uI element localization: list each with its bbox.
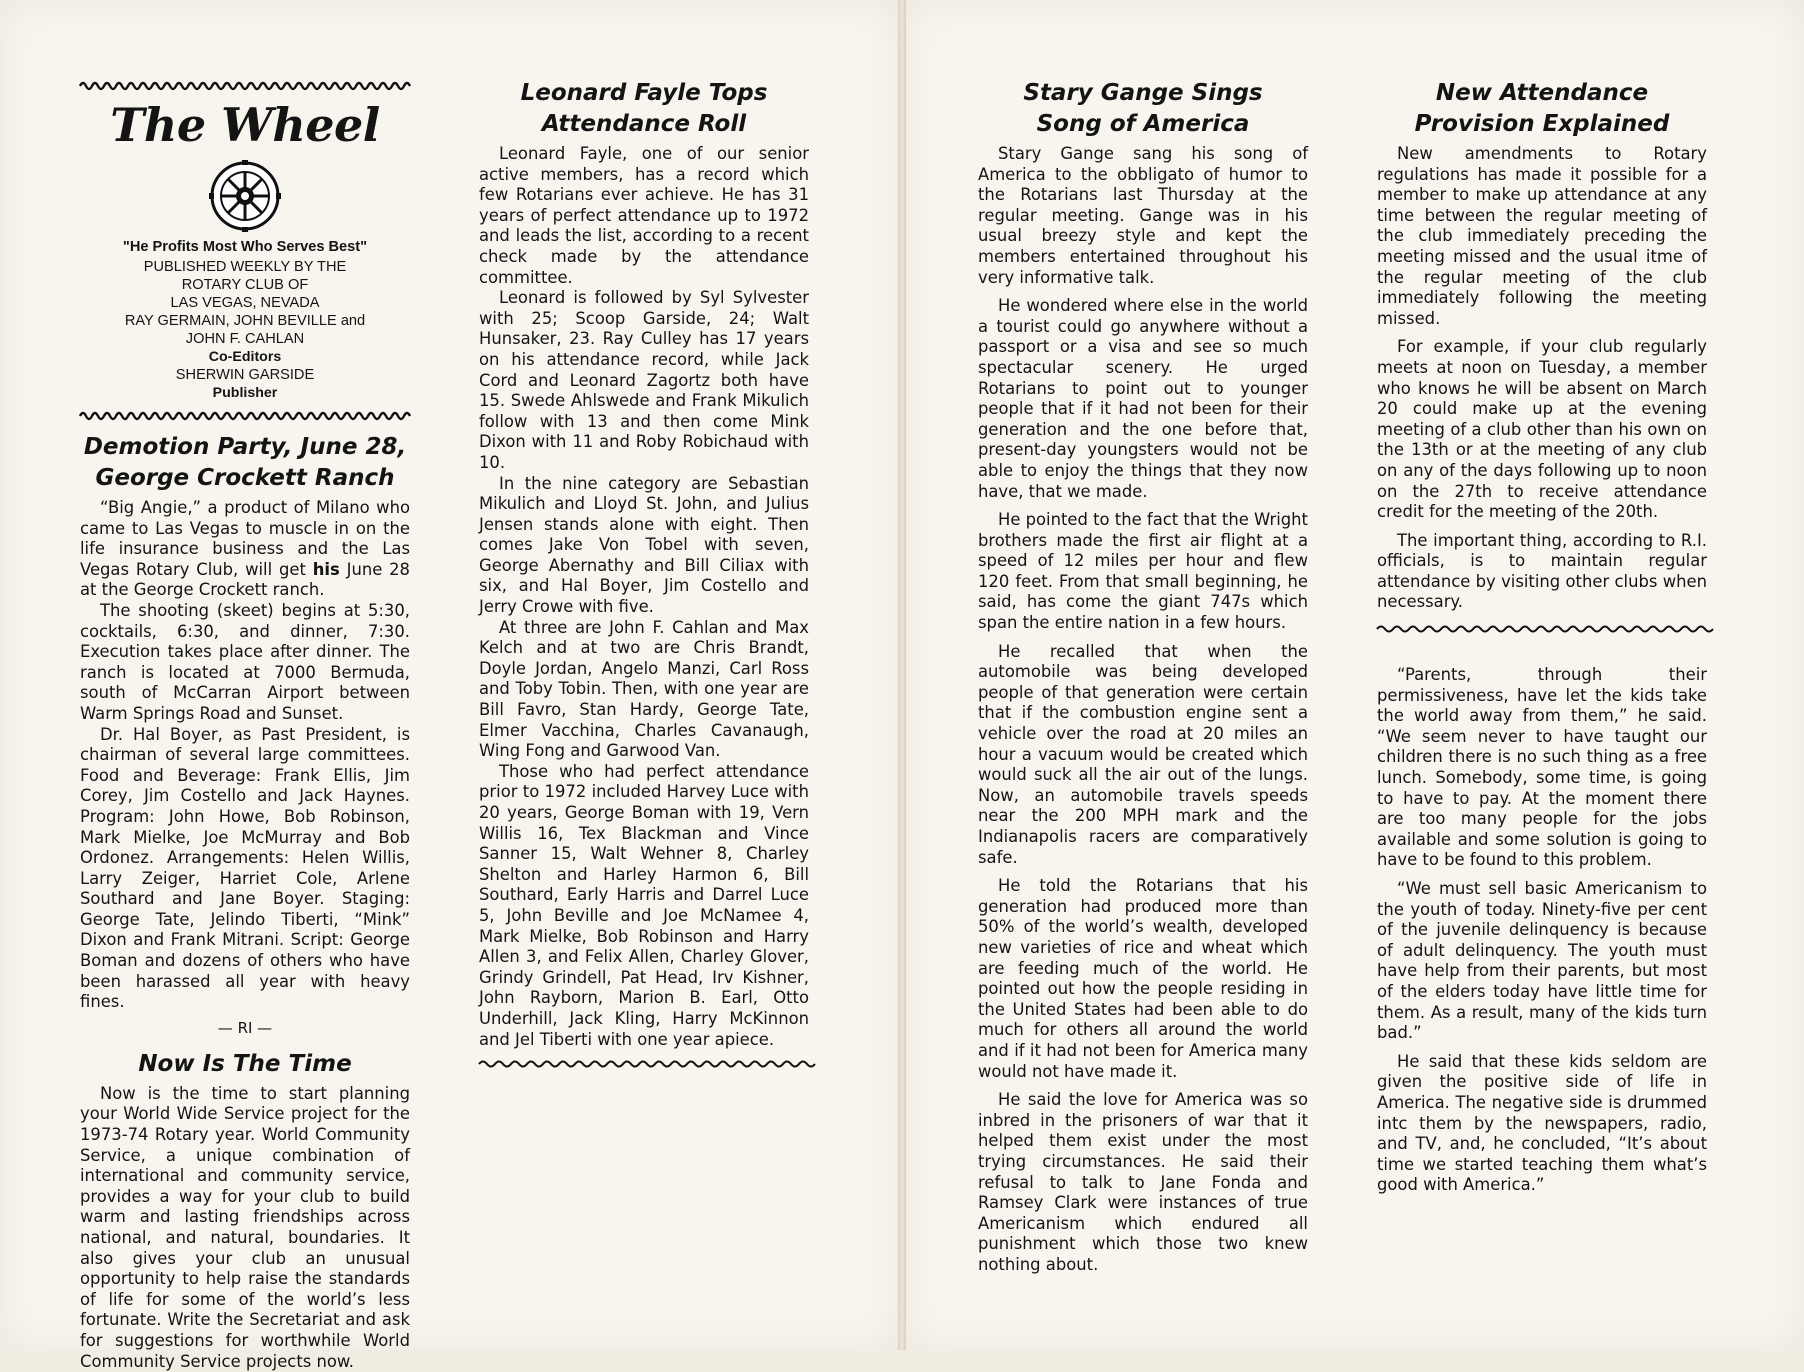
masthead-line: Publisher <box>212 385 278 401</box>
ri-divider: — RI — <box>217 1018 273 1037</box>
gange-paragraph: He pointed to the fact that the Wright brothers made the first air flight at a speed of 12 miles per hour and flew 120 feet. From that small beginning, he said, has come the giant 747s which span the entire nation in a few hours. <box>978 510 1308 633</box>
fayle-paragraph: Leonard Fayle, one of our senior active members, has a record which few Rotarians ever achieve. He has 31 years of perfect attendance up to 1972 and leads the list, according to a recent check made by the attendance committee. <box>479 144 809 287</box>
demotion-heading: Demotion Party, June 28, George Crockett Ranch <box>83 434 407 491</box>
fayle-paragraph: Leonard is followed by Syl Sylvester with 25; Scoop Garside, 24; Walt Hunsaker, 23. Ray Culley has 17 years on his attendance record, while Jack Cord and Leonard Zagortz both have 15. Swede Ahlswede and Frank Mikulich follow with 13 and then come Mink Dixon with 11 and Roby Robichaud with 10. <box>479 288 809 472</box>
now-heading: Now Is The Time <box>138 1050 352 1077</box>
column-1 <box>80 78 410 1371</box>
now-paragraph: Now is the time to start planning your World Wide Service project for the 1973-74 Rotary year. World Community Service, a unique combination of international and community service, provides a way for your club to build warm and lasting friendships across national, and natural, boundaries. It also gives your club an unusual opportunity to help raise the standards of life for some of the world’s less fortunate. Write the Secretariat and ask for suggestions for worthwhile World Community Service projects now. <box>80 1083 410 1371</box>
masthead-line: SHERWIN GARSIDE <box>175 367 315 383</box>
fayle-paragraph: At three are John F. Cahlan and Max Kelch and at two are Chris Brandt, Doyle Jordan, Angelo Manzi, Carl Ross and Toby Tobin. Then, with one year are Bill Favro, Stan Hardy, George Tate, Elmer Vacchina, Charles Cavanaugh, Wing Fong and Garwood Van. <box>479 617 809 761</box>
rotary-wheel-icon <box>80 160 410 232</box>
masthead-line: LAS VEGAS, NEVADA <box>170 295 320 311</box>
gange-paragraph: He told the Rotarians that his generation had produced more than 50% of the world’s wealth, developed new varieties of rice and wheat which are feeding much of the world. He pointed out how the people residing in the United States had been able to do much for others all around the world and if it had not been for America many would not have made it. <box>978 876 1308 1081</box>
gange-heading: Stary Gange Sings Song of America <box>1023 80 1263 137</box>
gange-paragraph: Stary Gange sang his song of America to the obbligato of humor to the Rotarians last Thursday at the regular meeting. Gange was in his usual breezy style and kept the members entertained throughout his very informative talk. <box>978 144 1308 287</box>
masthead-line: Co-Editors <box>208 349 282 365</box>
fayle-paragraph: In the nine category are Sebastian Mikulich and Lloyd St. John, and Julius Jensen stands alone with eight. Then comes Jake Von Tobel with seven, George Abernathy and Bill Ciliax with six, and Hal Boyer, Jim Costello and Jerry Crowe with five. <box>479 473 809 617</box>
fayle-paragraph: Those who had perfect attendance prior to 1972 included Harvey Luce with 20 years, George Boman with 19, Vern Willis 16, Tex Blackman and Vince Sanner 15, Walt Wehner 8, Charley Shelton and Harley Harmon 6, Bill Southard, Early Harris and Darrel Luce 5, John Beville and Joe McNamee 4, Mark Mielke, Bob Robinson and Harry Allen 3, and Felix Allen, Charley Glover, Grindy Grindell, Pat Head, Irv Kishner, John Rayborn, Marion B. Earl, Otto Underhill, Jack Kling, Harry McKinnon and Jel Tiberti with one year apiece. <box>479 761 809 1049</box>
column-3 <box>978 78 1308 1275</box>
masthead-line: PUBLISHED WEEKLY BY THE <box>143 259 347 275</box>
demotion-paragraph: Dr. Hal Boyer, as Past President, is chairman of several large committees. Food and Beverage: Frank Ellis, Jim Corey, Jim Costello and Jack Haynes. Program: John Howe, Bob Robinson, Mark Mielke, Joe McMurray and Bob Ordonez. Arrangements: Helen Willis, Larry Zeiger, Harriet Cole, Arlene Southard and Jane Boyer. Staging: George Tate, Jelindo Tiberti, “Mink” Dixon and Frank Mitrani. Script: George Boman and dozens of others who have been harassed all year with heavy fines. <box>80 724 410 1012</box>
masthead-title: The Wheel <box>110 98 380 152</box>
masthead-motto: "He Profits Most Who Serves Best" <box>122 239 368 255</box>
masthead-line: JOHN F. CAHLAN <box>185 331 305 347</box>
demotion-paragraph: The shooting (skeet) begins at 5:30, cocktails, 6:30, and dinner, 7:30. Execution takes place after dinner. The ranch is located at 7000 Bermuda, south of McCarran Airport between Warm Springs Road and Sunset. <box>80 600 410 723</box>
provision-paragraph: The important thing, according to R.I. officials, is to maintain regular attendance by visiting other clubs when necessary. <box>1377 530 1707 612</box>
masthead-line: ROTARY CLUB OF <box>181 277 309 293</box>
wavy-rule <box>80 80 410 92</box>
wavy-separator <box>479 1058 809 1070</box>
provision-paragraph: For example, if your club regularly meets at noon on Tuesday, a member who knows he will be absent on March 20 could make up at the evening meeting of a club other than his own on the 13th or at the meeting of any club on any of the days following up to noon on the 27th to receive attendance credit for the meeting of the 20th. <box>1377 337 1707 522</box>
wavy-rule <box>80 410 410 422</box>
masthead-line: RAY GERMAIN, JOHN BEVILLE and <box>124 313 366 329</box>
gange-continued-paragraph: “Parents, through their permissiveness, have let the kids take the world away from them,” he said. “We seem never to have taught our children there is no such thing as a free lunch. Somebody, some time, is going to have to pay. At the moment there are too many people for the jobs available and some solution is going to have to be found to this problem. <box>1377 665 1707 870</box>
gange-paragraph: He said the love for America was so inbred in the prisoners of war that it helped them exist under the most trying circumstances. He said their refusal to talk to Jane Fonda and Ramsey Clark were instances of true Americanism which endured all punishment which those two knew nothing about. <box>978 1090 1308 1274</box>
gange-paragraph: He wondered where else in the world a tourist could go anywhere without a passport or a visa and see so much spectacular scenery. He urged Rotarians to point out to younger people that if it had not been for their generation and the one before that, present-day youngsters would not be able to enjoy the things that they now have, that we made. <box>978 296 1308 501</box>
gange-continued-paragraph: He said that these kids seldom are given the positive side of life in America. The negative side is drummed intc them by the newspapers, radio, and TV, and, he concluded, “It’s about time we started teaching them what’s good with America.” <box>1377 1051 1707 1195</box>
center-fold <box>898 0 906 1350</box>
provision-paragraph: New amendments to Rotary regulations has made it possible for a member to make up attendance at any time between the regular meeting of the club immediately preceding the meeting missed and the usual itme of the regular meeting of the club immediately following the meeting missed. <box>1377 144 1707 328</box>
fayle-heading: Leonard Fayle Tops Attendance Roll <box>520 80 768 137</box>
gange-paragraph: He recalled that when the automobile was being developed people of that generation were certain that if the combustion engine sent a vehicle over the road at 20 miles an hour a vacuum would be created which would suck all the air out of the lungs. Now, an automobile travels speeds near the 200 MPH mark and the Indianapolis racers are comparatively safe. <box>978 641 1308 867</box>
column-2 <box>479 78 809 1082</box>
column-4 <box>1377 78 1707 1196</box>
wavy-separator <box>1377 623 1707 635</box>
masthead-credits <box>80 238 410 402</box>
provision-heading: New Attendance Provision Explained <box>1414 80 1670 137</box>
gange-continued-paragraph: “We must sell basic Americanism to the youth of today. Ninety-five per cent of the juvenile delinquency is because of adult delinquency. The youth must have help from their parents, but most of the elders today have little time for them. As a result, many of the kids turn bad.” <box>1377 879 1707 1043</box>
demotion-paragraph: “Big Angie,” a product of Milano who came to Las Vegas to muscle in on the life insurance business and the Las Vegas Rotary Club, will get his June 28 at the George Crockett ranch. <box>80 498 410 600</box>
